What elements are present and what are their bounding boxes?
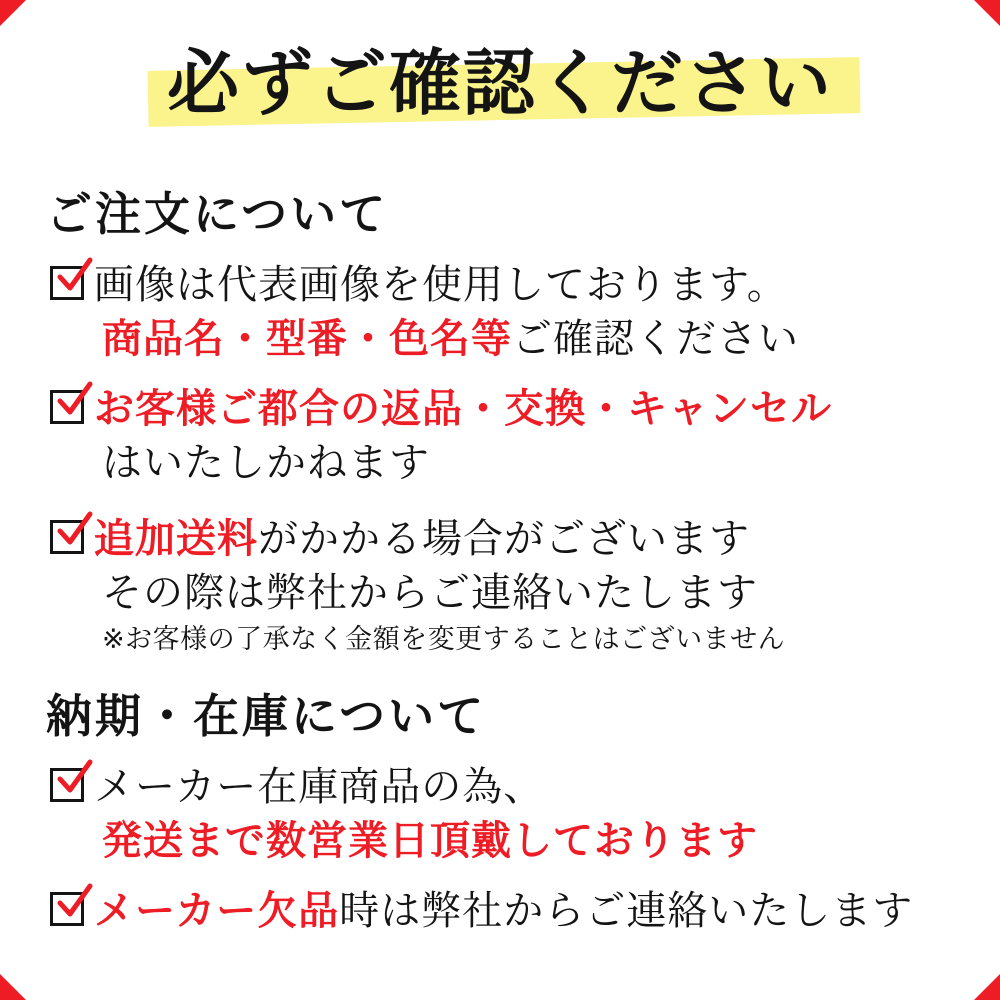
notice-item bbox=[50, 382, 970, 491]
item-line-black: がかかる場合がございます bbox=[258, 516, 750, 562]
notice-item bbox=[50, 258, 970, 367]
notice-item bbox=[50, 512, 970, 659]
section-heading-delivery: 納期・在庫について bbox=[46, 689, 487, 743]
checkbox-checked-icon bbox=[50, 768, 84, 802]
corner-decoration-bottom-right bbox=[974, 974, 1000, 1000]
item-line-black: ご確認ください bbox=[512, 316, 799, 363]
item-line-red: メーカー欠品 bbox=[94, 888, 340, 934]
item-line-red: 追加送料 bbox=[94, 516, 258, 562]
item-line bbox=[94, 884, 970, 938]
item-line: 画像は代表画像を使用しております。 bbox=[94, 262, 788, 308]
item-line: お客様ご都合の返品・交換・キャンセル bbox=[94, 386, 832, 432]
notice-item bbox=[50, 884, 970, 938]
corner-decoration-bottom-left bbox=[0, 974, 26, 1000]
corner-decoration-top-left bbox=[0, 0, 26, 26]
checkbox-checked-icon bbox=[50, 266, 84, 300]
page-title bbox=[0, 38, 1000, 128]
item-line: 発送まで数営業日頂戴しております bbox=[102, 818, 758, 865]
item-line-red: 商品名・型番・色名等 bbox=[102, 316, 512, 363]
item-line bbox=[94, 512, 970, 566]
item-line-black: 時は弊社からご連絡いたします bbox=[339, 888, 914, 934]
notice-item bbox=[50, 760, 970, 869]
item-note: ※お客様の了承なく金額を変更することはございません bbox=[102, 623, 786, 655]
item-line: はいたしかねます bbox=[102, 440, 430, 487]
corner-decoration-top-right bbox=[974, 0, 1000, 26]
item-line: メーカー在庫商品の為、 bbox=[94, 764, 545, 810]
item-line bbox=[94, 312, 970, 366]
section-heading-order: ご注文について bbox=[46, 187, 389, 241]
checkbox-checked-icon bbox=[50, 520, 84, 554]
checkbox-checked-icon bbox=[50, 892, 84, 926]
title-text: 必ずご確認ください bbox=[166, 41, 833, 125]
checkbox-checked-icon bbox=[50, 390, 84, 424]
item-line: その際は弊社からご連絡いたします bbox=[102, 570, 758, 617]
